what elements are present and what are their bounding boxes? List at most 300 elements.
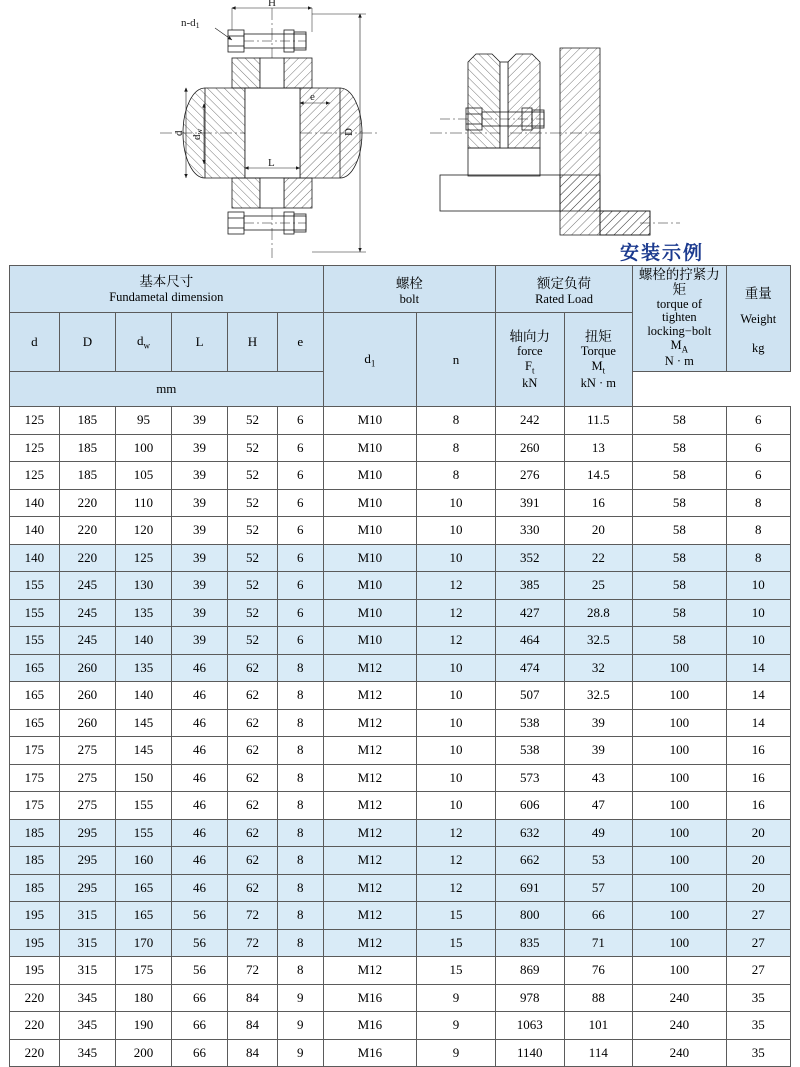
table-cell: 35 [726,984,790,1012]
table-cell: 39 [172,462,228,490]
table-cell: 39 [172,489,228,517]
table-cell: 195 [10,902,60,930]
table-cell: 39 [172,407,228,435]
table-cell: 6 [277,407,323,435]
table-cell: 691 [496,874,565,902]
table-row [10,709,791,737]
label-d: d [173,130,185,136]
table-cell: M10 [323,544,416,572]
table-cell: 114 [564,1039,633,1067]
table-cell: 6 [277,627,323,655]
table-cell: 8 [277,654,323,682]
table-cell: 12 [417,819,496,847]
table-cell: 52 [228,434,278,462]
table-cell: 32.5 [564,627,633,655]
table-cell: 62 [228,682,278,710]
table-cell: 39 [172,599,228,627]
table-cell: 105 [115,462,171,490]
table-cell: 27 [726,957,790,985]
table-cell: 6 [277,489,323,517]
table-cell: 62 [228,874,278,902]
table-cell: 20 [726,819,790,847]
table-cell: 385 [496,572,565,600]
table-cell: 52 [228,627,278,655]
table-cell: 76 [564,957,633,985]
table-cell: 95 [115,407,171,435]
table-cell: 58 [633,489,726,517]
installation-example-caption: 安装示例 [620,243,705,264]
table-cell: 56 [172,957,228,985]
table-cell: 260 [496,434,565,462]
header-rated-load-cn: 额定负荷 [537,275,592,291]
table-row [10,819,791,847]
table-cell: 57 [564,874,633,902]
table-cell: 14 [726,654,790,682]
table-cell: M12 [323,709,416,737]
table-cell: 200 [115,1039,171,1067]
table-cell: 275 [59,737,115,765]
table-cell: 295 [59,819,115,847]
table-cell: 62 [228,792,278,820]
table-cell: 20 [564,517,633,545]
table-cell: 295 [59,847,115,875]
table-cell: 66 [172,984,228,1012]
header-bolt-cn: 螺栓 [395,275,423,291]
table-cell: 160 [115,847,171,875]
table-cell: 46 [172,654,228,682]
table-cell: 220 [10,984,60,1012]
table-row [10,792,791,820]
table-body [10,407,791,1067]
table-cell: 14 [726,709,790,737]
table-cell: 10 [417,517,496,545]
table-cell: 120 [115,517,171,545]
table-cell: 245 [59,572,115,600]
table-cell: 58 [633,434,726,462]
table-cell: 16 [726,737,790,765]
table-cell: 6 [277,434,323,462]
table-cell: 800 [496,902,565,930]
col-L: L [172,313,228,372]
specification-table [9,265,791,1067]
table-cell: 330 [496,517,565,545]
table-cell: 62 [228,764,278,792]
table-cell: 12 [417,627,496,655]
table-cell: 125 [10,434,60,462]
table-cell: 1140 [496,1039,565,1067]
table-cell: 9 [417,984,496,1012]
table-cell: 662 [496,847,565,875]
table-cell: 538 [496,709,565,737]
table-cell: M16 [323,1039,416,1067]
table-cell: 27 [726,902,790,930]
label-e: e [310,91,315,103]
table-cell: 391 [496,489,565,517]
table-cell: M12 [323,654,416,682]
table-cell: 6 [726,407,790,435]
table-cell: 220 [10,1039,60,1067]
table-cell: M16 [323,984,416,1012]
table-row [10,407,791,435]
table-cell: 185 [10,847,60,875]
table-cell: 175 [10,792,60,820]
table-row [10,434,791,462]
table-cell: 46 [172,737,228,765]
table-cell: 100 [633,957,726,985]
table-row [10,847,791,875]
table-cell: 46 [172,709,228,737]
table-cell: 125 [10,462,60,490]
table-cell: 130 [115,572,171,600]
table-row [10,764,791,792]
table-cell: M10 [323,489,416,517]
table-cell: 62 [228,819,278,847]
table-cell: 39 [172,572,228,600]
table-cell: 14 [726,682,790,710]
table-cell: 39 [564,737,633,765]
table-cell: 190 [115,1012,171,1040]
table-cell: 71 [564,929,633,957]
label-L: L [268,157,275,169]
table-row [10,627,791,655]
table-cell: 6 [277,572,323,600]
table-cell: 195 [10,929,60,957]
table-cell: 46 [172,819,228,847]
table-cell: M12 [323,902,416,930]
table-cell: M16 [323,1012,416,1040]
table-cell: 16 [726,764,790,792]
table-cell: 315 [59,957,115,985]
header-locking-torque-sym: $M_A$ [670,337,689,355]
table-row [10,517,791,545]
table-cell: 8 [417,462,496,490]
table-cell: 6 [726,434,790,462]
table-row [10,902,791,930]
table-row [10,544,791,572]
table-cell: M10 [323,517,416,545]
table-cell: 185 [59,462,115,490]
header-locking-torque-en3: locking−bolt [647,324,712,339]
table-cell: 1063 [496,1012,565,1040]
table-cell: 135 [115,654,171,682]
table-cell: 125 [115,544,171,572]
table-cell: 100 [633,929,726,957]
table-cell: 10 [417,654,496,682]
table-cell: 16 [726,792,790,820]
table-cell: 275 [59,764,115,792]
table-cell: 155 [10,599,60,627]
table-cell: 12 [417,874,496,902]
header-basic-dimension-en: Fundametal dimension [109,289,224,304]
table-cell: 58 [633,517,726,545]
table-cell: 6 [277,517,323,545]
table-cell: 165 [10,654,60,682]
table-cell: 276 [496,462,565,490]
table-cell: 175 [115,957,171,985]
table-cell: 110 [115,489,171,517]
table-cell: 260 [59,682,115,710]
table-cell: M12 [323,737,416,765]
table-cell: 56 [172,902,228,930]
table-cell: 170 [115,929,171,957]
table-cell: 20 [726,847,790,875]
table-cell: 165 [115,874,171,902]
table-cell: 100 [633,902,726,930]
table-cell: 8 [277,682,323,710]
table-cell: 240 [633,984,726,1012]
table-cell: 9 [277,984,323,1012]
table-cell: 66 [172,1039,228,1067]
table-cell: 12 [417,847,496,875]
table-cell: 6 [277,599,323,627]
label-dw: dw [191,128,204,140]
table-cell: 58 [633,462,726,490]
table-cell: 46 [172,682,228,710]
table-cell: 101 [564,1012,633,1040]
table-cell: 869 [496,957,565,985]
header-rated-load-en: Rated Load [535,291,594,306]
table-cell: 10 [417,682,496,710]
table-cell: 58 [633,544,726,572]
table-cell: 8 [277,792,323,820]
header-mm-unit: mm [10,372,324,407]
table-cell: 315 [59,929,115,957]
table-cell: 175 [10,737,60,765]
table-cell: 978 [496,984,565,1012]
table-cell: 345 [59,1039,115,1067]
table-row [10,1012,791,1040]
table-cell: 315 [59,902,115,930]
table-cell: 135 [115,599,171,627]
table-cell: 8 [277,764,323,792]
table-cell: 52 [228,544,278,572]
table-cell: 165 [10,709,60,737]
table-cell: M12 [323,764,416,792]
table-cell: 245 [59,599,115,627]
table-cell: 39 [172,627,228,655]
table-cell: 8 [277,929,323,957]
header-basic-dimension [10,266,324,313]
table-cell: 145 [115,737,171,765]
table-cell: 345 [59,1012,115,1040]
table-cell: 100 [633,874,726,902]
table-cell: 72 [228,957,278,985]
table-cell: 155 [115,792,171,820]
table-cell: 507 [496,682,565,710]
table-cell: 62 [228,737,278,765]
table-cell: M10 [323,434,416,462]
header-weight-cn: 重量 [744,285,772,301]
table-cell: 140 [10,489,60,517]
table-cell: 240 [633,1012,726,1040]
table-row [10,984,791,1012]
table-cell: M10 [323,572,416,600]
table-cell: 62 [228,654,278,682]
table-cell: 46 [172,792,228,820]
table-cell: 35 [726,1012,790,1040]
table-cell: 185 [59,407,115,435]
table-cell: 53 [564,847,633,875]
table-cell: 100 [633,819,726,847]
table-cell: 464 [496,627,565,655]
table-cell: 538 [496,737,565,765]
table-cell: 47 [564,792,633,820]
header-locking-torque-cn: 螺栓的拧紧力矩 [638,266,720,297]
table-row [10,599,791,627]
col-e: e [277,313,323,372]
table-cell: M12 [323,792,416,820]
table-cell: 150 [115,764,171,792]
table-cell: 49 [564,819,633,847]
table-cell: 195 [10,957,60,985]
table-cell: 11.5 [564,407,633,435]
table-cell: 100 [633,737,726,765]
table-cell: 25 [564,572,633,600]
header-weight-unit: kg [752,340,765,355]
table-cell: M10 [323,627,416,655]
table-cell: 260 [59,654,115,682]
table-cell: 39 [172,544,228,572]
table-cell: 39 [172,517,228,545]
table-cell: 39 [172,434,228,462]
header-locking-torque [633,266,726,372]
header-locking-torque-en2: tighten [661,310,697,325]
table-cell: 58 [633,627,726,655]
table-cell: 100 [633,847,726,875]
technical-drawing [0,0,800,265]
table-cell: 58 [633,599,726,627]
table-cell: 275 [59,792,115,820]
table-cell: 10 [726,627,790,655]
table-cell: 10 [417,709,496,737]
table-cell: 245 [59,627,115,655]
header-rated-load [496,266,633,313]
header-weight [726,266,790,372]
table-cell: 8 [726,544,790,572]
table-cell: 15 [417,929,496,957]
table-cell: 185 [10,819,60,847]
table-cell: 8 [277,847,323,875]
table-cell: M10 [323,407,416,435]
table-cell: 573 [496,764,565,792]
table-row [10,957,791,985]
table-cell: 140 [115,627,171,655]
table-cell: 12 [417,599,496,627]
drawing-svg [0,0,800,265]
table-cell: 15 [417,902,496,930]
table-cell: 9 [417,1039,496,1067]
table-cell: 165 [115,902,171,930]
table-cell: 8 [417,407,496,435]
table-cell: 84 [228,984,278,1012]
table-cell: 10 [726,599,790,627]
table-cell: M12 [323,957,416,985]
table-cell: 220 [10,1012,60,1040]
table-cell: 84 [228,1039,278,1067]
table-cell: 10 [417,489,496,517]
table-cell: 9 [277,1039,323,1067]
table-cell: 10 [417,737,496,765]
table-cell: 8 [277,874,323,902]
table-cell: 6 [277,462,323,490]
table-cell: 6 [277,544,323,572]
table-cell: 240 [633,1039,726,1067]
table-cell: 46 [172,847,228,875]
table-cell: 62 [228,709,278,737]
table-cell: 140 [10,544,60,572]
table-cell: 155 [10,572,60,600]
table-cell: 155 [10,627,60,655]
table-cell: 180 [115,984,171,1012]
table-cell: 52 [228,572,278,600]
table-cell: 100 [633,682,726,710]
table-cell: 140 [115,682,171,710]
table-cell: 72 [228,929,278,957]
table-cell: 835 [496,929,565,957]
col-d: d [10,313,60,372]
table-cell: 8 [726,489,790,517]
table-cell: 52 [228,407,278,435]
table-row [10,489,791,517]
table-cell: 140 [10,517,60,545]
table-cell: 474 [496,654,565,682]
table-cell: 62 [228,847,278,875]
table-row [10,929,791,957]
table-cell: 10 [417,792,496,820]
header-locking-torque-unit: N · m [664,354,694,369]
table-cell: 84 [228,1012,278,1040]
col-dw: $d_w$ [115,313,171,372]
table-cell: 28.8 [564,599,633,627]
table-cell: M10 [323,462,416,490]
table-cell: 9 [277,1012,323,1040]
table-cell: 220 [59,489,115,517]
header-locking-torque-en1: torque of [656,296,703,311]
table-row [10,682,791,710]
table-cell: 35 [726,1039,790,1067]
table-cell: 8 [417,434,496,462]
table-cell: 10 [417,764,496,792]
table-cell: 427 [496,599,565,627]
table-cell: 185 [59,434,115,462]
table-cell: 46 [172,874,228,902]
table-cell: 100 [633,764,726,792]
table-cell: 242 [496,407,565,435]
table-cell: M12 [323,874,416,902]
table-cell: 32.5 [564,682,633,710]
table-cell: 12 [417,572,496,600]
table-cell: 20 [726,874,790,902]
table-cell: 220 [59,544,115,572]
table-row [10,462,791,490]
table-cell: 58 [633,572,726,600]
label-n-d1: n-d1 [181,17,200,30]
header-bolt [323,266,495,313]
table-cell: 295 [59,874,115,902]
table-cell: 220 [59,517,115,545]
table-cell: 100 [633,792,726,820]
table-cell: 8 [277,819,323,847]
table-cell: 56 [172,929,228,957]
header-bolt-en: bolt [399,291,420,306]
table-cell: M10 [323,599,416,627]
table-row [10,737,791,765]
table-cell: M12 [323,847,416,875]
col-n: n [417,313,496,407]
table-cell: 8 [726,517,790,545]
table-cell: M12 [323,682,416,710]
table-cell: 13 [564,434,633,462]
